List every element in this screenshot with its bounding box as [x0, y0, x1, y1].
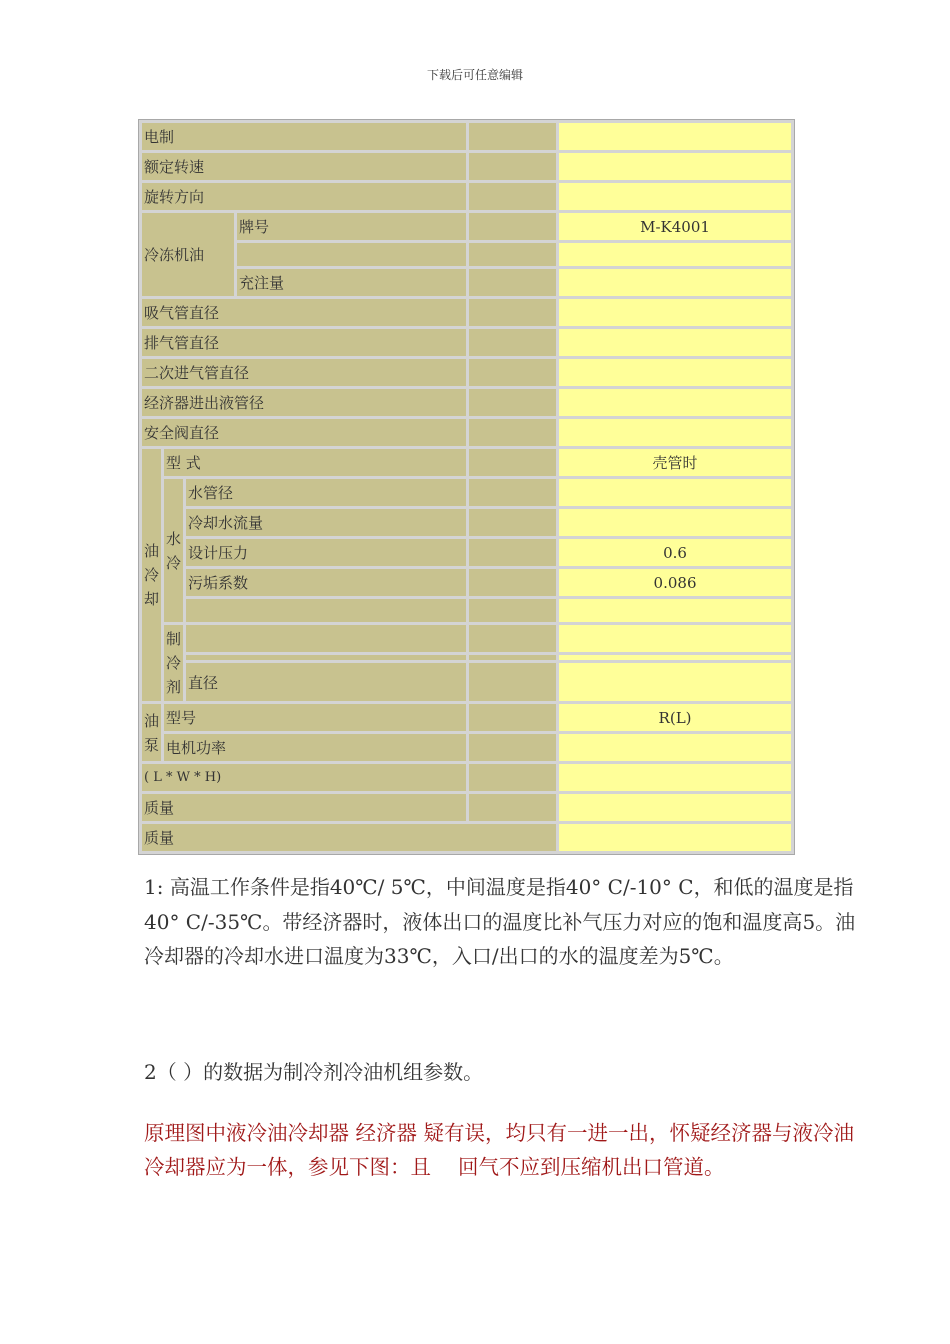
table-row — [142, 625, 791, 652]
table-row — [142, 663, 791, 701]
label-cell: 二次进气管直径 — [142, 359, 466, 386]
label-cell: 直径 — [186, 663, 466, 701]
value-cell — [559, 625, 791, 652]
table-row — [142, 329, 791, 356]
table-row — [142, 569, 791, 596]
label-cell: 安全阀直径 — [142, 419, 466, 446]
label-cell: 设计压力 — [186, 539, 466, 566]
table-row — [142, 269, 791, 296]
table-row — [142, 419, 791, 446]
oil-cooling-label: 油 冷 却 — [142, 449, 161, 701]
value-cell — [559, 509, 791, 536]
note-paragraph-2: 2（ ）的数据为制冷剂冷油机组参数。 — [144, 1060, 484, 1084]
page-header: 下载后可任意编辑 — [426, 68, 523, 82]
table-row — [142, 599, 791, 622]
value-cell: R(L) — [559, 704, 791, 731]
table-row — [142, 123, 791, 150]
table-row — [142, 479, 791, 506]
value-cell — [559, 419, 791, 446]
water-cool-label: 水 冷 — [164, 479, 183, 622]
value-cell — [559, 389, 791, 416]
label-cell: 经济器进出液管径 — [142, 389, 466, 416]
label-cell: 水管径 — [186, 479, 466, 506]
table-row — [142, 539, 791, 566]
value-cell — [559, 183, 791, 210]
table-row — [142, 704, 791, 731]
value-cell — [559, 153, 791, 180]
value-cell — [559, 764, 791, 791]
table-row — [142, 509, 791, 536]
value-cell — [559, 243, 791, 266]
table-row — [142, 183, 791, 210]
label-cell: 质量 — [142, 794, 466, 821]
value-cell: 0.6 — [559, 539, 791, 566]
value-cell — [559, 329, 791, 356]
label-cell: 旋转方向 — [142, 183, 466, 210]
value-cell: 0.086 — [559, 569, 791, 596]
label-cell: 冷却水流量 — [186, 509, 466, 536]
label-cell: 吸气管直径 — [142, 299, 466, 326]
oil-pump-label: 油 泵 — [142, 704, 161, 761]
value-cell — [559, 123, 791, 150]
label-cell: 质量 — [142, 824, 556, 851]
value-cell — [559, 794, 791, 821]
value-cell — [559, 663, 791, 701]
label-cell: 电制 — [142, 123, 466, 150]
table-row — [142, 764, 791, 791]
label-cell: ( L * W * H) — [142, 764, 466, 791]
label-cell: 排气管直径 — [142, 329, 466, 356]
value-cell — [559, 299, 791, 326]
table-row — [142, 359, 791, 386]
value-cell — [559, 734, 791, 761]
table-row — [142, 794, 791, 821]
label-cell: 充注量 — [237, 269, 466, 296]
table-row — [142, 299, 791, 326]
value-cell — [559, 599, 791, 622]
value-cell — [559, 479, 791, 506]
table-row — [142, 734, 791, 761]
spec-table — [138, 119, 795, 855]
label-cell: 污垢系数 — [186, 569, 466, 596]
table-row — [142, 449, 791, 476]
table-row — [142, 824, 791, 851]
table-row — [142, 243, 791, 266]
note-paragraph-1: 1: 高温工作条件是指40℃/ 5℃，中间温度是指40° C/-10° C，和低的温度是指40° C/-35℃。带经济器时，液体出口的温度比补气压力对应的饱和温度高5。油冷却器的冷却水进口温度为33℃，入口/出口的水的温度差为5℃。 — [144, 875, 856, 968]
label-cell: 型号 — [164, 704, 466, 731]
label-cell: 型 式 — [164, 449, 466, 476]
label-cell: 额定转速 — [142, 153, 466, 180]
table-row — [142, 213, 791, 240]
refrigerant-label: 制 冷 剂 — [164, 625, 183, 701]
value-cell — [559, 269, 791, 296]
table-row — [142, 153, 791, 180]
label-cell: 电机功率 — [164, 734, 466, 761]
value-cell — [559, 359, 791, 386]
table-row — [142, 655, 791, 660]
table-row — [142, 389, 791, 416]
value-cell: 壳管时 — [559, 449, 791, 476]
label-cell: 冷冻机油 — [142, 213, 234, 296]
label-cell: 牌号 — [237, 213, 466, 240]
value-cell: M-K4001 — [559, 213, 791, 240]
value-cell — [559, 824, 791, 851]
note-paragraph-3: 原理图中液冷油冷却器 经济器 疑有误，均只有一进一出，怀疑经济器与液冷油冷却器应为一体，参见下图：且 回气不应到压缩机出口管道。 — [144, 1121, 855, 1179]
